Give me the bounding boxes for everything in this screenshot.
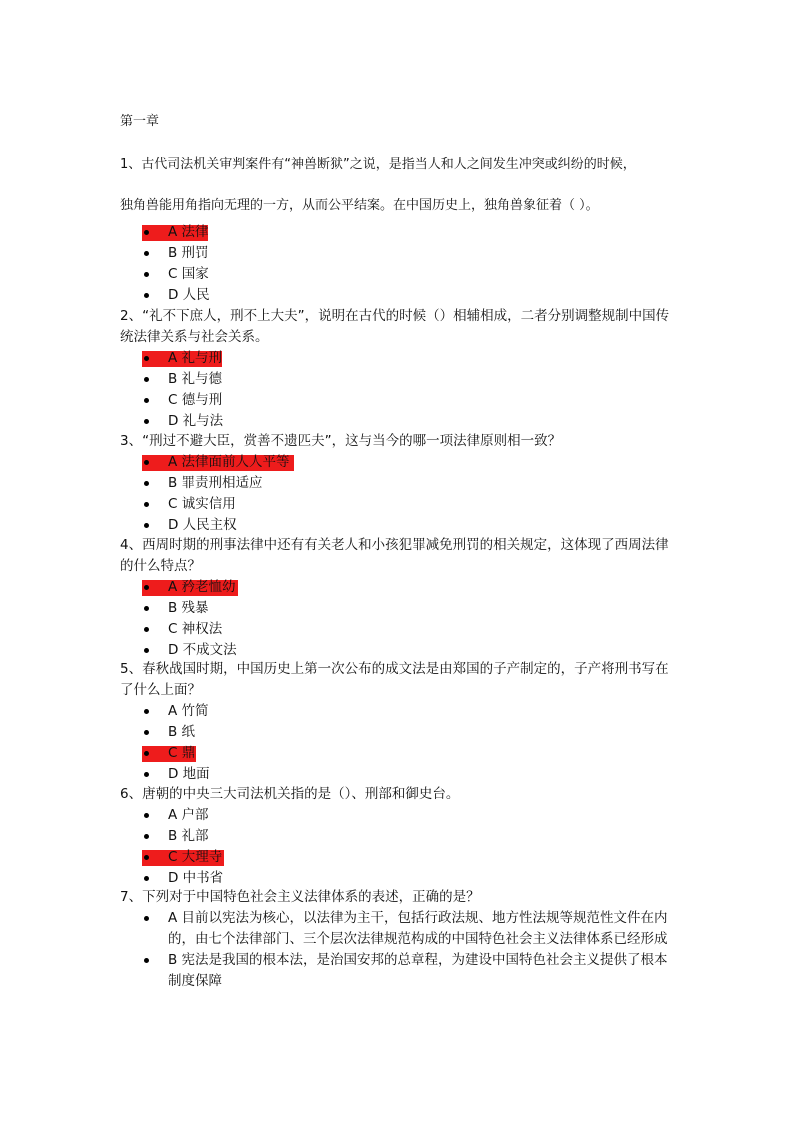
question-4-option-d: D 不成文法 xyxy=(120,640,680,661)
question-2-block xyxy=(120,306,680,432)
question-5-option-d: D 地面 xyxy=(120,764,680,785)
question-5-option-c: C 鼎 xyxy=(120,743,680,764)
bullet-icon xyxy=(144,606,149,611)
bullet-icon xyxy=(144,751,149,756)
question-5-options xyxy=(120,701,680,785)
question-4-block xyxy=(120,535,680,661)
question-4-options xyxy=(120,577,680,661)
question-3-block xyxy=(120,431,680,536)
bullet-icon xyxy=(144,502,149,507)
question-6-option-c: C 大理寺 xyxy=(120,847,680,868)
bullet-icon xyxy=(144,419,149,424)
question-6-block xyxy=(120,784,680,889)
question-3-option-d: D 人民主权 xyxy=(120,515,680,536)
question-6-option-a: A 户部 xyxy=(120,805,680,826)
question-1-option-b: B 刑罚 xyxy=(120,243,680,264)
bullet-icon xyxy=(144,293,149,298)
question-3-option-c: C 诚实信用 xyxy=(120,494,680,515)
question-2-option-b: B 礼与德 xyxy=(120,369,680,390)
question-3-options xyxy=(120,452,680,536)
question-2-option-d: D 礼与法 xyxy=(120,411,680,432)
question-6-option-d: D 中书省 xyxy=(120,868,680,889)
question-3-option-a: A 法律面前人人平等 xyxy=(120,452,680,473)
question-6-text: 6、唐朝的中央三大司法机关指的是（）、刑部和御史台。 xyxy=(120,786,460,802)
question-1-line-1: 1、古代司法机关审判案件有“神兽断狱”之说，是指当人和人之间发生冲突或纠纷的时候， xyxy=(120,157,636,172)
question-2-option-c: C 德与刑 xyxy=(120,390,680,411)
question-1-option-c: C 国家 xyxy=(120,264,680,285)
question-4-option-c: C 神权法 xyxy=(120,619,680,640)
question-3-text: 3、“刑过不避大臣，赏善不遗匹夫”，这与当今的哪一项法律原则相一致？ xyxy=(120,433,562,449)
bullet-icon xyxy=(144,481,149,486)
question-3-option-b: B 罪责刑相适应 xyxy=(120,473,680,494)
question-2-option-a: A 礼与刑 xyxy=(120,348,680,369)
question-7-option-a: A 目前以宪法为核心，以法律为主干，包括行政法规、地方性法规等规范性文件在内的，由七个法律部门、三个层次法律规范构成的中国特色社会主义法律体系已经形成 xyxy=(120,908,680,950)
bullet-icon xyxy=(144,709,149,714)
question-7-options xyxy=(120,908,680,992)
bullet-icon xyxy=(144,398,149,403)
bullet-icon xyxy=(144,958,149,963)
question-5-option-a: A 竹简 xyxy=(120,701,680,722)
question-1-options-block xyxy=(120,222,680,306)
bullet-icon xyxy=(144,876,149,881)
question-7-option-b: B 宪法是我国的根本法，是治国安邦的总章程，为建设中国特色社会主义提供了根本制度保障 xyxy=(120,950,680,992)
bullet-icon xyxy=(144,377,149,382)
question-7-block xyxy=(120,887,680,992)
bullet-icon xyxy=(144,230,149,235)
bullet-icon xyxy=(144,730,149,735)
chapter-title: 第一章 xyxy=(120,114,160,129)
bullet-icon xyxy=(144,523,149,528)
bullet-icon xyxy=(144,585,149,590)
bullet-icon xyxy=(144,648,149,653)
question-5-option-b: B 纸 xyxy=(120,722,680,743)
question-4-option-a: A 矜老恤幼 xyxy=(120,577,680,598)
question-2-options xyxy=(120,348,680,432)
question-1-option-a: A 法律 xyxy=(120,222,680,243)
bullet-icon xyxy=(144,627,149,632)
question-4-option-b: B 残暴 xyxy=(120,598,680,619)
bullet-icon xyxy=(144,356,149,361)
question-1-line-2: 独角兽能用角指向无理的一方，从而公平结案。在中国历史上，独角兽象征着（ ）。 xyxy=(120,198,599,213)
question-4-text: 4、西周时期的刑事法律中还有有关老人和小孩犯罪减免刑罚的相关规定，这体现了西周法律的什么特点？ xyxy=(120,537,669,574)
bullet-icon xyxy=(144,916,149,921)
question-2-text: 2、“礼不下庶人，刑不上大夫”，说明在古代的时候（）相辅相成，二者分别调整规制中国传统法律关系与社会关系。 xyxy=(120,308,670,345)
bullet-icon xyxy=(144,251,149,256)
bullet-icon xyxy=(144,772,149,777)
question-5-text: 5、春秋战国时期，中国历史上第一次公布的成文法是由郑国的子产制定的，子产将刑书写在了什么上面？ xyxy=(120,661,669,698)
question-7-text: 7、下列对于中国特色社会主义法律体系的表述，正确的是？ xyxy=(120,889,480,905)
question-6-options xyxy=(120,805,680,889)
bullet-icon xyxy=(144,460,149,465)
bullet-icon xyxy=(144,813,149,818)
bullet-icon xyxy=(144,855,149,860)
bullet-icon xyxy=(144,272,149,277)
question-5-block xyxy=(120,659,680,785)
bullet-icon xyxy=(144,834,149,839)
question-1-options xyxy=(120,222,680,306)
question-6-option-b: B 礼部 xyxy=(120,826,680,847)
question-1-option-d: D 人民 xyxy=(120,285,680,306)
